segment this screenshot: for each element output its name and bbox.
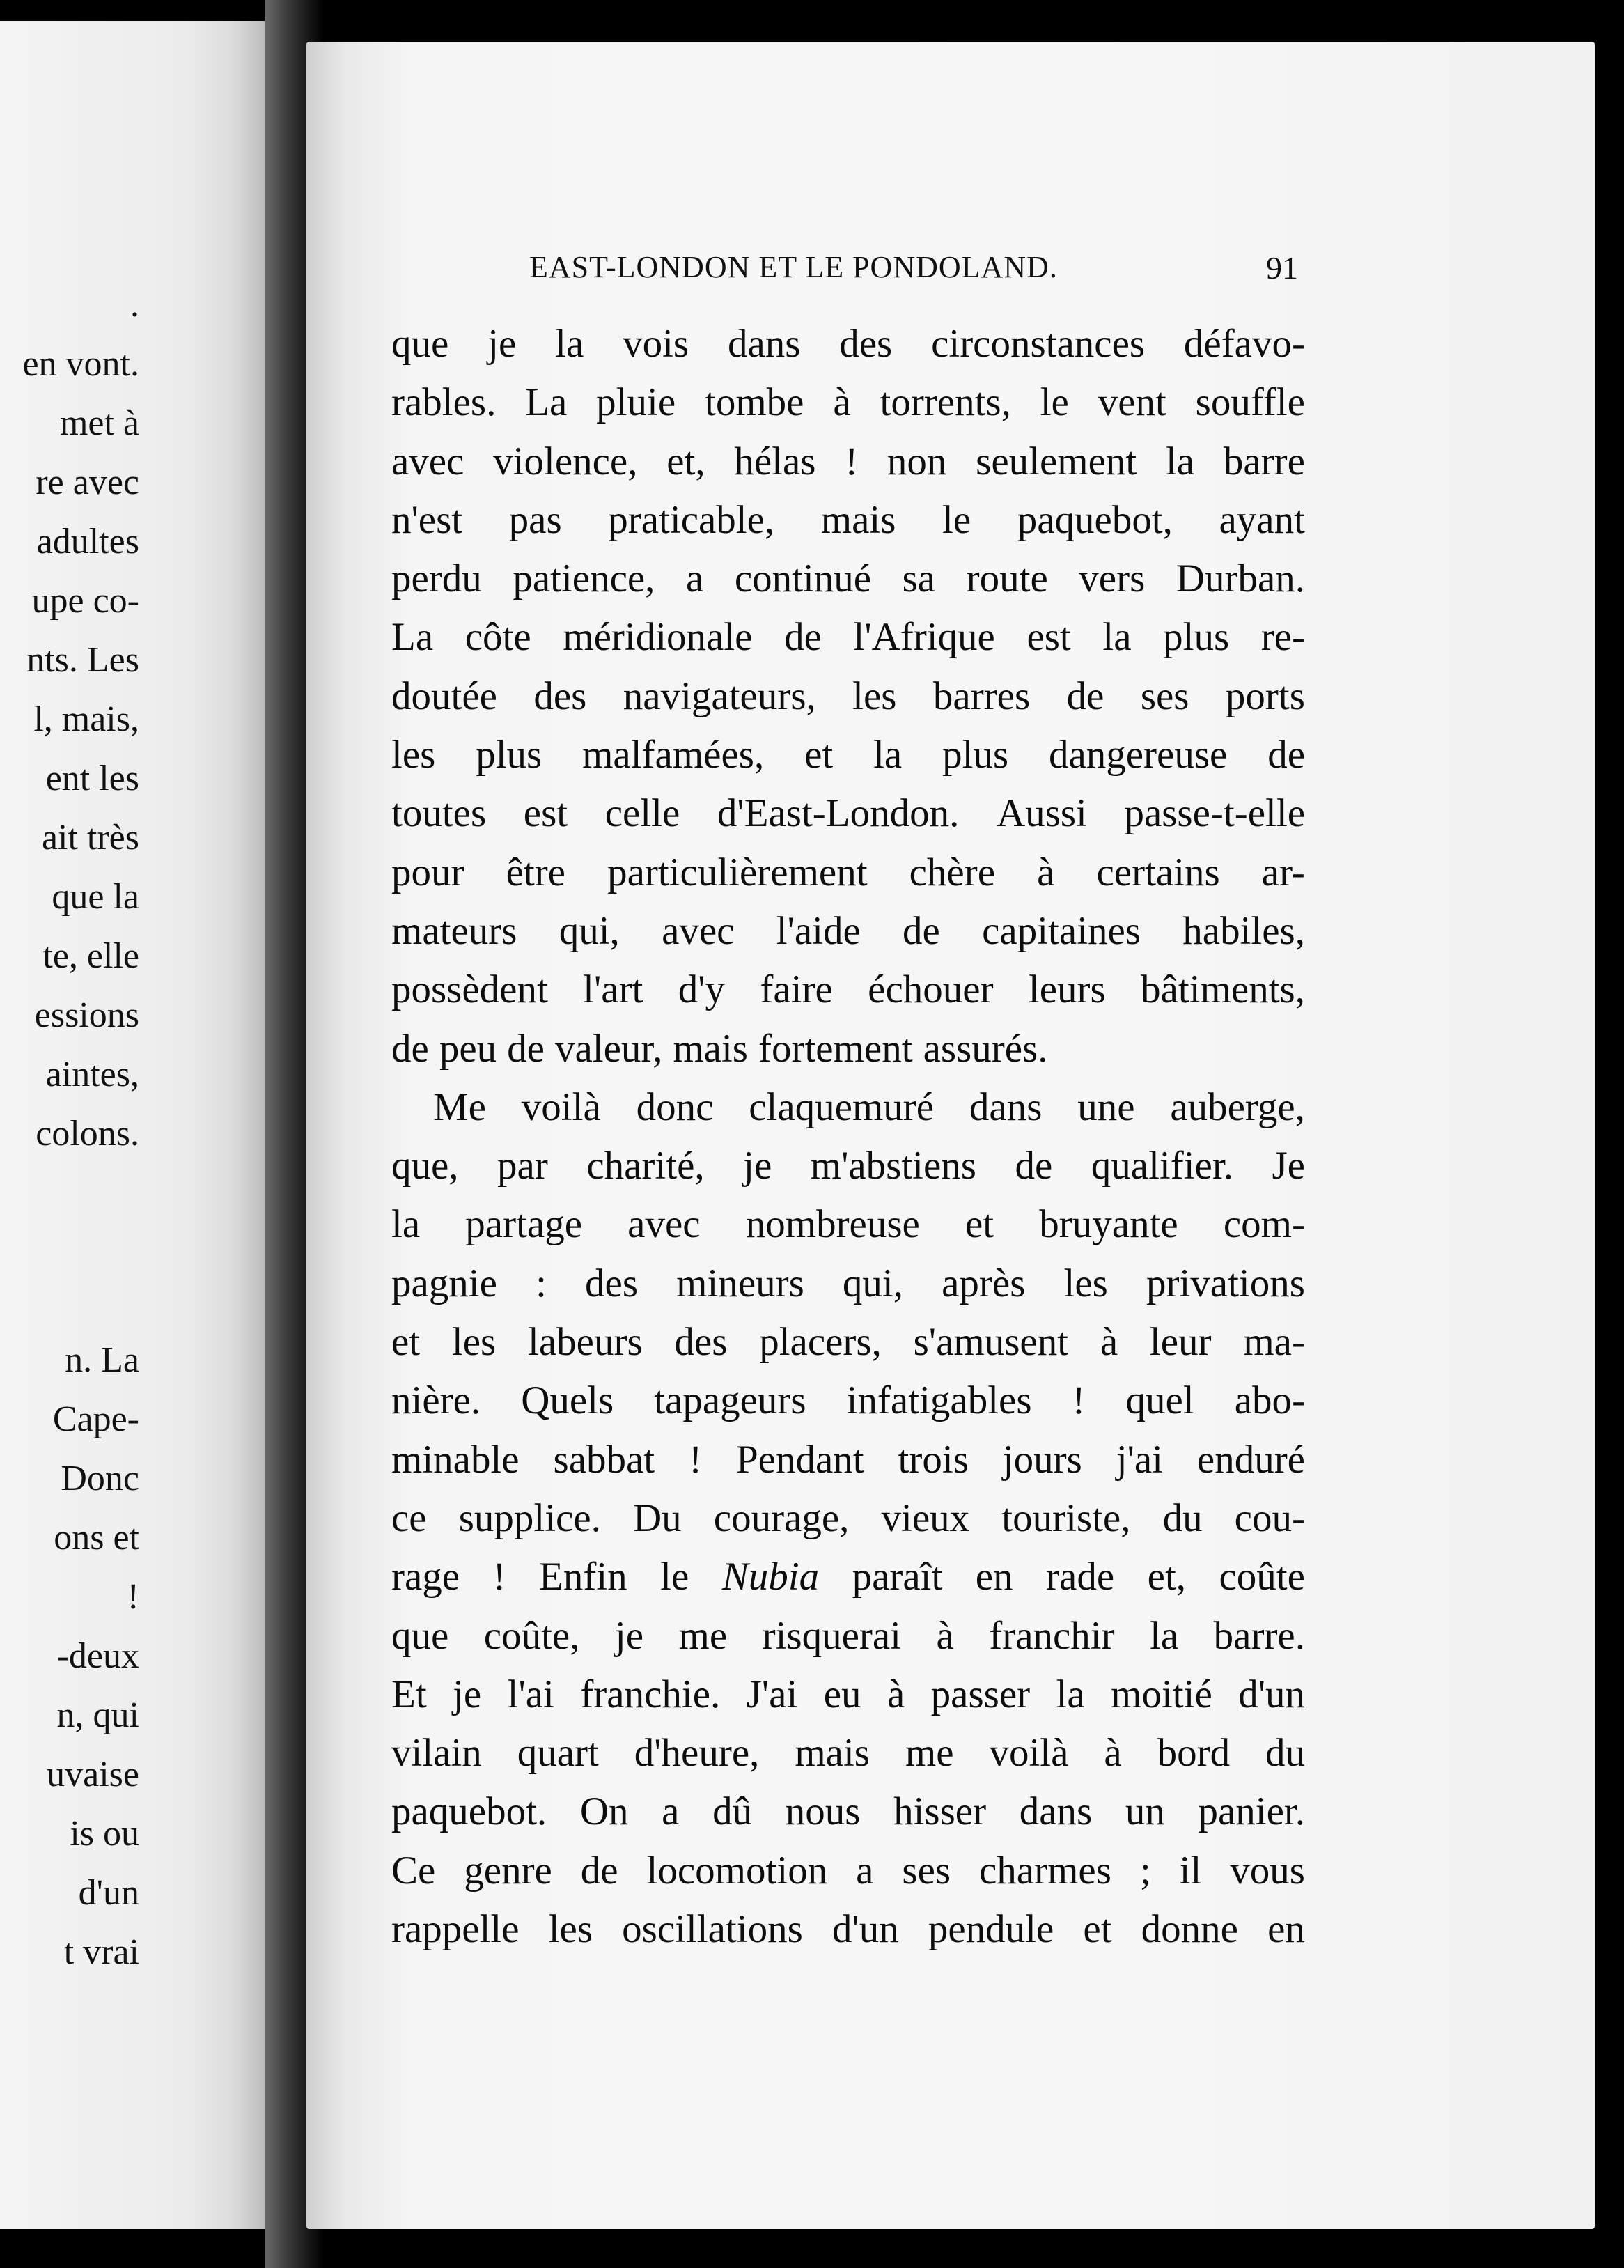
left-page-line: ons et xyxy=(54,1518,139,1558)
left-page-line: ait très xyxy=(41,818,139,857)
text-line: de peu de valeur, mais fortement assurés. xyxy=(391,1026,1048,1071)
left-page-text-lower xyxy=(0,1330,139,1982)
text-line: Me voilà donc claquemuré dans une auberge, xyxy=(433,1085,1305,1129)
text-line: possèdent l'art d'y faire échouer leurs bâtiments, xyxy=(391,968,1305,1012)
text-line: pagnie : des mineurs qui, après les privations xyxy=(391,1261,1305,1305)
text-line: que je la vois dans des circonstances défavo- xyxy=(391,322,1305,366)
text-line: Et je l'ai franchie. J'ai eu à passer la moitié d'un xyxy=(391,1672,1305,1716)
text-line: doutée des navigateurs, les barres de ses ports xyxy=(391,674,1305,718)
left-page-line: Cape- xyxy=(52,1399,139,1439)
left-page-line: met à xyxy=(59,403,139,443)
left-page-line: n. La xyxy=(65,1340,139,1380)
text-line: minable sabbat ! Pendant trois jours j'ai enduré xyxy=(391,1437,1305,1482)
left-page-line: . xyxy=(130,285,139,325)
left-page-text-upper xyxy=(0,275,139,1163)
left-page-line: ! xyxy=(127,1577,139,1617)
left-page-line: -deux xyxy=(56,1636,139,1676)
left-page-line: Donc xyxy=(61,1459,139,1498)
text-line: vilain quart d'heure, mais me voilà à bord du xyxy=(391,1731,1305,1776)
text-line: nière. Quels tapageurs infatigables ! quel abo- xyxy=(391,1378,1305,1423)
page-number: 91 xyxy=(1266,250,1298,286)
left-page-line: d'un xyxy=(78,1873,139,1913)
left-page-line: adultes xyxy=(36,522,139,561)
left-page-line: aintes, xyxy=(45,1055,139,1094)
left-page-line: ent les xyxy=(45,759,139,798)
left-page-line: t vrai xyxy=(63,1932,139,1972)
left-page-line: te, elle xyxy=(42,936,139,976)
running-head: EAST-LONDON ET LE PONDOLAND. xyxy=(529,250,1058,284)
text-line: Ce genre de locomotion a ses charmes ; il vous xyxy=(391,1848,1305,1893)
left-page-line: n, qui xyxy=(56,1695,139,1735)
text-line: la partage avec nombreuse et bruyante com- xyxy=(391,1202,1305,1247)
text-line: et les labeurs des placers, s'amusent à leur ma- xyxy=(391,1320,1305,1365)
left-page-line: en vont. xyxy=(22,344,139,384)
text-line: perdu patience, a continué sa route vers Durban. xyxy=(391,557,1305,601)
text-line: rappelle les oscillations d'un pendule et donne en xyxy=(391,1907,1305,1952)
left-page-line: re avec xyxy=(36,463,139,502)
text-line: La côte méridionale de l'Afrique est la plus re- xyxy=(391,615,1305,660)
text-line: n'est pas praticable, mais le paquebot, ayant xyxy=(391,497,1305,542)
text-line: que, par charité, je m'abstiens de qualifier. Je xyxy=(391,1144,1305,1188)
text-line: paquebot. On a dû nous hisser dans un panier. xyxy=(391,1789,1305,1834)
left-page-fragment xyxy=(0,21,265,2229)
left-page-line: nts. Les xyxy=(26,640,139,680)
text-line: que coûte, je me risquerai à franchir la barre. xyxy=(391,1613,1305,1658)
left-page-line: l, mais, xyxy=(33,699,139,739)
text-line: les plus malfamées, et la plus dangereuse de xyxy=(391,733,1305,777)
text-line: mateurs qui, avec l'aide de capitaines habiles, xyxy=(391,908,1305,953)
text-line: avec violence, et, hélas ! non seulement la barre xyxy=(391,439,1305,483)
left-page-line: colons. xyxy=(36,1114,139,1154)
text-line: rables. La pluie tombe à torrents, le vent souffle xyxy=(391,380,1305,425)
left-page-line: uvaise xyxy=(47,1755,139,1794)
text-line: pour être particulièrement chère à certains ar- xyxy=(391,850,1305,894)
text-line: toutes est celle d'East-London. Aussi passe-t-elle xyxy=(391,791,1305,836)
text-line: ce supplice. Du courage, vieux touriste, du cou- xyxy=(391,1496,1305,1540)
text-line: rage ! Enfin le Nubia paraît en rade et, coûte xyxy=(391,1555,1305,1599)
left-page-line: upe co- xyxy=(31,581,139,621)
left-page-line: que la xyxy=(52,877,139,917)
body-text xyxy=(391,315,1305,1959)
left-page-line: is ou xyxy=(70,1814,139,1854)
left-page-line: essions xyxy=(34,995,139,1035)
